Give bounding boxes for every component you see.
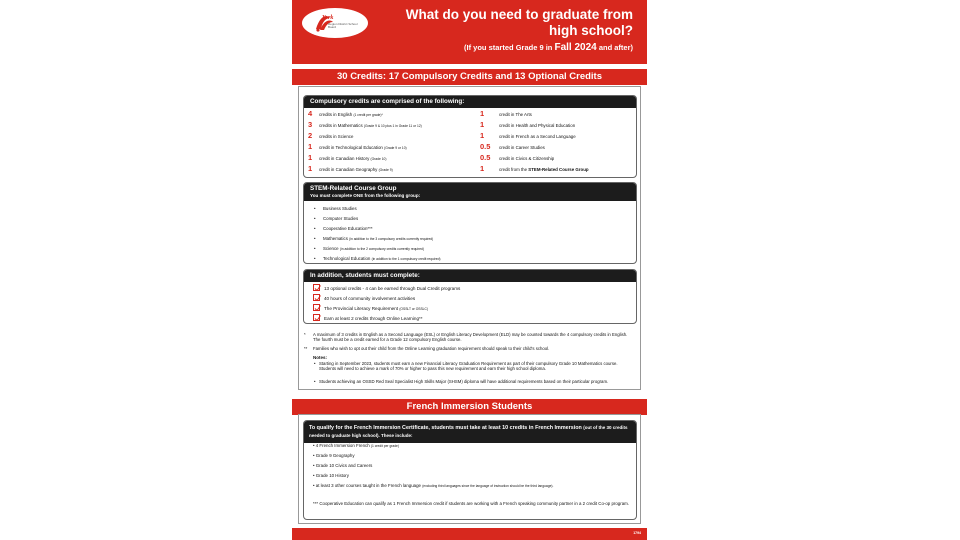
requirement-item: The Provincial Literacy Requirement (OSSLT or OSSLC) bbox=[313, 304, 428, 313]
additional-requirements-box bbox=[303, 269, 637, 324]
stem-subheading: You must complete ONE from the following group: bbox=[310, 193, 421, 198]
footnote: ** Families who wish to opt out their child from the Online Learning graduation requirement should speak to their child's school. bbox=[304, 346, 550, 351]
addition-heading: In addition, students must complete: bbox=[304, 270, 636, 282]
french-immersion-banner: French Immersion Students bbox=[292, 399, 647, 415]
french-immersion-panel bbox=[298, 414, 641, 524]
compulsory-item: 0.5 credit in Civics & Citizenship bbox=[480, 153, 555, 162]
stem-item: • Computer Studies bbox=[314, 216, 359, 221]
graduation-requirements-document bbox=[292, 0, 647, 540]
compulsory-item: 1 credit in Technological Education (Grade 9 or 10) bbox=[308, 142, 407, 151]
french-heading: To qualify for the French Immersion Certificate, students must take at least 10 credits in French Immersion (out of the 30 credits needed to graduate high school). These include: bbox=[304, 421, 636, 443]
compulsory-item: 3 credits in Mathematics (Grade 9 & 10 plus 1 in Grade 11 or 12) bbox=[308, 120, 422, 129]
requirement-item: Earn at least 2 credits through Online Learning** bbox=[313, 314, 423, 323]
note-item: • Starting in September 2023, students must earn a new Financial Literacy Graduation Requirement as part of their compulsory Grade 10 Mathematics course. Students will need to achieve a mark of 70% or higher to pass this new requirement and earn their high school diploma. bbox=[314, 361, 618, 372]
french-item: • Grade 10 Civics and Careers bbox=[313, 463, 373, 468]
subtitle-term: Fall 2024 bbox=[554, 42, 597, 53]
french-item: • at least 3 other courses taught in the French language (excluding third languages since the language of instruction should be the third language). bbox=[313, 483, 554, 488]
checkbox-checked-icon bbox=[313, 304, 320, 311]
compulsory-heading: Compulsory credits are comprised of the following: bbox=[304, 96, 636, 108]
stem-course-group-box bbox=[303, 182, 637, 264]
compulsory-item: 4 credits in English (1 credit per grade)* bbox=[308, 109, 383, 118]
checkbox-checked-icon bbox=[313, 294, 320, 301]
french-immersion-box bbox=[303, 420, 637, 520]
compulsory-item: 1 credit from the STEM-Related Course Group bbox=[480, 164, 589, 173]
stem-item: • Science (in addition to the 2 compulsory credits currently required) bbox=[314, 246, 424, 251]
stem-item: • Business Studies bbox=[314, 206, 357, 211]
subtitle-suffix: and after) bbox=[598, 43, 633, 52]
page-title: What do you need to graduate from high school? bbox=[405, 7, 633, 38]
requirement-item: 40 hours of community involvement activities bbox=[313, 294, 415, 303]
compulsory-item: 0.5 credit in Career Studies bbox=[480, 142, 545, 151]
document-footer bbox=[292, 528, 647, 540]
logo-name: York bbox=[322, 15, 334, 21]
logo-subtitle: Region District School Board bbox=[328, 22, 358, 29]
document-header bbox=[292, 0, 647, 64]
page-subtitle bbox=[464, 42, 633, 53]
french-item: • Grade 9 Geography bbox=[313, 453, 355, 458]
requirement-item: 13 optional credits - 4 can be earned through Dual Credit programs bbox=[313, 284, 460, 293]
document-code: 1794 bbox=[633, 531, 641, 535]
french-item: • Grade 10 History bbox=[313, 473, 349, 478]
subtitle-prefix: (If you started Grade 9 in bbox=[464, 43, 553, 52]
compulsory-item: 1 credit in French as a Second Language bbox=[480, 131, 576, 140]
stem-item: • Cooperative Education*** bbox=[314, 226, 373, 231]
compulsory-item: 2 credits in Science bbox=[308, 131, 354, 140]
french-item: • 4 French Immersion French (1 credit per grade) bbox=[313, 443, 399, 448]
stem-item: • Mathematics (in addition to the 3 compulsory credits currently required) bbox=[314, 236, 434, 241]
compulsory-credits-box bbox=[303, 95, 637, 178]
french-footnote: *** Cooperative Education can qualify as 1 French Immersion credit if students are working with a French speaking community partner in a 2 credit Co-op program. bbox=[313, 501, 630, 506]
compulsory-item: 1 credit in Canadian Geography (Grade 9) bbox=[308, 164, 393, 173]
checkbox-checked-icon bbox=[313, 284, 320, 291]
stem-heading: STEM-Related Course Group You must complete ONE from the following group: bbox=[304, 183, 636, 201]
compulsory-item: 1 credit in Health and Physical Education bbox=[480, 120, 576, 129]
notes-title: Notes: bbox=[313, 355, 328, 360]
compulsory-item: 1 credit in Canadian History (Grade 10) bbox=[308, 153, 387, 162]
note-item: • Students achieving an OSSD Red Seal Specialist High Skills Major (SHSM) diploma will have additional requirements based on their particular program. bbox=[314, 379, 609, 384]
stem-item: • Technological Education (in addition to the 1 compulsory credit required) bbox=[314, 256, 441, 261]
footnote: * A maximum of 3 credits in English as a Second Language (ESL) or English Literacy Development (ELD) may be counted towards the 4 compulsory credits in English. The fourth must be a credit earned for a Grade 12 compulsory English course. bbox=[304, 332, 628, 343]
credits-banner: 30 Credits: 17 Compulsory Credits and 13 Optional Credits bbox=[292, 69, 647, 85]
credits-panel bbox=[298, 86, 641, 390]
checkbox-checked-icon bbox=[313, 314, 320, 321]
compulsory-item: 1 credit in The Arts bbox=[480, 109, 532, 118]
